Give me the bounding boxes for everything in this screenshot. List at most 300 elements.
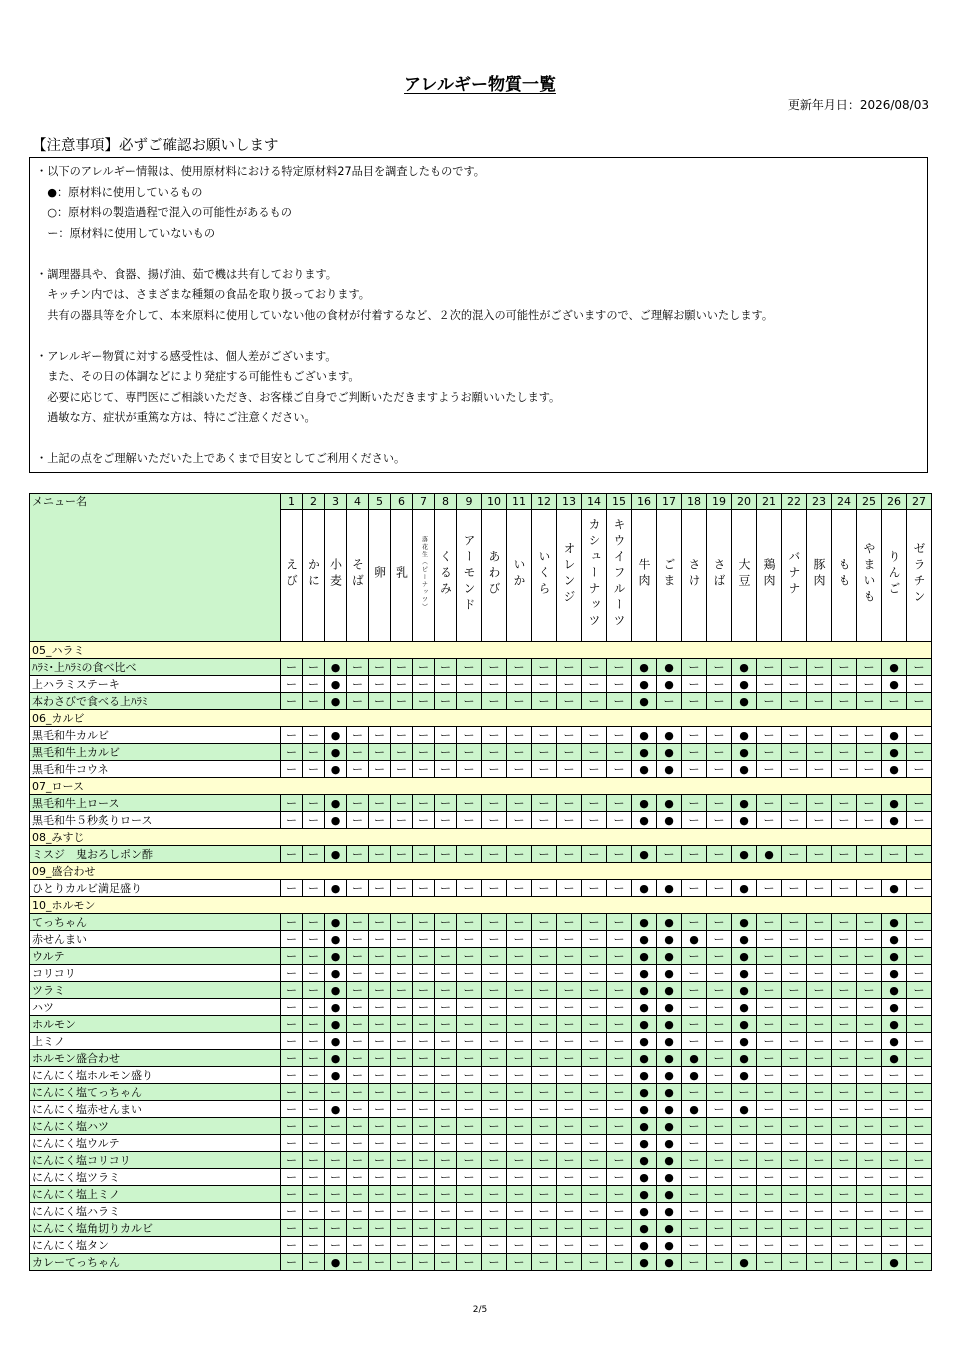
allergen-not-used-mark: ー — [435, 795, 457, 812]
allergen-not-used-mark: ー — [782, 846, 807, 863]
allergen-not-used-mark: ー — [757, 1016, 782, 1033]
allergen-not-used-mark: ー — [557, 761, 582, 778]
table-row — [30, 1101, 932, 1118]
allergen-not-used-mark: ー — [325, 1084, 347, 1101]
allergen-not-used-mark: ー — [682, 1152, 707, 1169]
allergen-used-mark: ● — [657, 1186, 682, 1203]
table-row — [30, 999, 932, 1016]
allergen-not-used-mark: ー — [607, 982, 632, 999]
allergen-not-used-mark: ー — [782, 1152, 807, 1169]
allergen-name-cell — [391, 510, 413, 642]
allergen-used-mark: ● — [632, 795, 657, 812]
allergen-name-cell — [782, 510, 807, 642]
menu-item-name: ひとりカルビ満足盛り — [30, 880, 281, 897]
allergen-not-used-mark: ー — [732, 1169, 757, 1186]
allergen-not-used-mark: ー — [369, 744, 391, 761]
allergen-not-used-mark: ー — [482, 1254, 507, 1271]
menu-item-name: 黒毛和牛カルビ — [30, 727, 281, 744]
allergen-not-used-mark: ー — [413, 846, 435, 863]
allergen-name: くるみ — [438, 549, 453, 598]
allergen-not-used-mark: ー — [532, 1118, 557, 1135]
allergen-not-used-mark: ー — [369, 914, 391, 931]
allergen-not-used-mark: ー — [532, 1135, 557, 1152]
allergen-not-used-mark: ー — [303, 931, 325, 948]
allergen-not-used-mark: ー — [757, 1186, 782, 1203]
allergen-not-used-mark: ー — [457, 1016, 482, 1033]
allergen-not-used-mark: ー — [369, 931, 391, 948]
table-row — [30, 982, 932, 999]
allergen-not-used-mark: ー — [413, 880, 435, 897]
allergen-not-used-mark: ー — [782, 1169, 807, 1186]
allergen-not-used-mark: ー — [807, 965, 832, 982]
allergen-not-used-mark: ー — [281, 812, 303, 829]
allergen-not-used-mark: ー — [413, 1033, 435, 1050]
allergen-number: 15 — [607, 494, 632, 510]
allergen-not-used-mark: ー — [413, 1169, 435, 1186]
allergen-not-used-mark: ー — [757, 880, 782, 897]
allergen-name: りんご — [887, 549, 901, 598]
allergen-used-mark: ● — [732, 948, 757, 965]
allergen-not-used-mark: ー — [682, 676, 707, 693]
allergen-not-used-mark: ー — [507, 1016, 532, 1033]
allergen-not-used-mark: ー — [281, 1203, 303, 1220]
allergen-not-used-mark: ー — [682, 1118, 707, 1135]
allergen-used-mark: ● — [882, 727, 907, 744]
allergen-not-used-mark: ー — [757, 1237, 782, 1254]
allergen-not-used-mark: ー — [607, 659, 632, 676]
allergen-not-used-mark: ー — [782, 1254, 807, 1271]
allergen-used-mark: ● — [882, 1050, 907, 1067]
allergen-not-used-mark: ー — [391, 676, 413, 693]
allergen-not-used-mark: ー — [435, 1220, 457, 1237]
allergen-not-used-mark: ー — [413, 1237, 435, 1254]
allergen-not-used-mark: ー — [607, 1101, 632, 1118]
table-row — [30, 965, 932, 982]
allergen-not-used-mark: ー — [682, 982, 707, 999]
allergen-not-used-mark: ー — [391, 1101, 413, 1118]
allergen-used-mark: ● — [325, 999, 347, 1016]
allergen-not-used-mark: ー — [807, 880, 832, 897]
allergen-not-used-mark: ー — [281, 1169, 303, 1186]
allergen-not-used-mark: ー — [682, 744, 707, 761]
allergen-not-used-mark: ー — [707, 1203, 732, 1220]
allergen-not-used-mark: ー — [707, 1237, 732, 1254]
allergen-not-used-mark: ー — [281, 795, 303, 812]
allergen-not-used-mark: ー — [757, 1050, 782, 1067]
allergen-name: キウイフルーツ — [612, 517, 626, 630]
allergen-not-used-mark: ー — [807, 812, 832, 829]
allergen-used-mark: ● — [632, 880, 657, 897]
allergen-not-used-mark: ー — [682, 1237, 707, 1254]
allergen-not-used-mark: ー — [391, 1033, 413, 1050]
allergen-not-used-mark: ー — [607, 914, 632, 931]
allergen-not-used-mark: ー — [532, 914, 557, 931]
allergen-not-used-mark: ー — [832, 1067, 857, 1084]
allergen-not-used-mark: ー — [347, 982, 369, 999]
allergen-name-cell — [557, 510, 582, 642]
allergen-not-used-mark: ー — [907, 744, 932, 761]
allergen-not-used-mark: ー — [303, 676, 325, 693]
allergen-not-used-mark: ー — [557, 744, 582, 761]
menu-item-name: ウルテ — [30, 948, 281, 965]
allergen-not-used-mark: ー — [281, 880, 303, 897]
allergen-not-used-mark: ー — [582, 965, 607, 982]
allergen-not-used-mark: ー — [303, 999, 325, 1016]
allergen-not-used-mark: ー — [281, 676, 303, 693]
allergen-not-used-mark: ー — [882, 1237, 907, 1254]
allergen-not-used-mark: ー — [582, 948, 607, 965]
allergen-not-used-mark: ー — [347, 914, 369, 931]
menu-item-name: にんにく塩ハラミ — [30, 1203, 281, 1220]
allergen-used-mark: ● — [657, 1169, 682, 1186]
allergen-not-used-mark: ー — [907, 761, 932, 778]
allergen-not-used-mark: ー — [391, 812, 413, 829]
allergen-not-used-mark: ー — [557, 693, 582, 710]
allergen-used-mark: ● — [732, 1067, 757, 1084]
allergen-not-used-mark: ー — [807, 1084, 832, 1101]
allergen-name: オレンジ — [562, 541, 576, 606]
allergen-not-used-mark: ー — [907, 1220, 932, 1237]
allergen-not-used-mark: ー — [807, 1254, 832, 1271]
allergen-not-used-mark: ー — [707, 914, 732, 931]
allergen-used-mark: ● — [325, 931, 347, 948]
allergen-used-mark: ● — [732, 1101, 757, 1118]
allergen-not-used-mark: ー — [557, 999, 582, 1016]
allergen-not-used-mark: ー — [757, 1135, 782, 1152]
allergen-number: 5 — [369, 494, 391, 510]
allergen-not-used-mark: ー — [507, 693, 532, 710]
allergen-not-used-mark: ー — [857, 1186, 882, 1203]
allergen-used-mark: ● — [632, 1101, 657, 1118]
allergen-not-used-mark: ー — [482, 948, 507, 965]
allergen-not-used-mark: ー — [857, 1016, 882, 1033]
allergen-not-used-mark: ー — [413, 1220, 435, 1237]
allergen-not-used-mark: ー — [347, 1169, 369, 1186]
allergen-not-used-mark: ー — [832, 846, 857, 863]
category-row — [30, 829, 932, 846]
allergen-number: 16 — [632, 494, 657, 510]
allergen-not-used-mark: ー — [707, 1067, 732, 1084]
allergen-used-mark: ● — [325, 1016, 347, 1033]
allergen-used-mark: ● — [882, 659, 907, 676]
allergen-used-mark: ● — [657, 931, 682, 948]
notice-box — [29, 157, 928, 473]
allergen-not-used-mark: ー — [582, 931, 607, 948]
allergen-not-used-mark: ー — [507, 676, 532, 693]
allergen-not-used-mark: ー — [707, 931, 732, 948]
allergen-name-cell — [732, 510, 757, 642]
allergen-not-used-mark: ー — [557, 1135, 582, 1152]
allergen-not-used-mark: ー — [807, 982, 832, 999]
allergen-not-used-mark: ー — [807, 1220, 832, 1237]
allergen-not-used-mark: ー — [907, 1016, 932, 1033]
allergen-name-cell — [807, 510, 832, 642]
allergen-not-used-mark: ー — [607, 1254, 632, 1271]
allergen-not-used-mark: ー — [369, 1254, 391, 1271]
allergen-not-used-mark: ー — [832, 1152, 857, 1169]
allergen-not-used-mark: ー — [507, 1237, 532, 1254]
allergen-not-used-mark: ー — [857, 1152, 882, 1169]
allergen-not-used-mark: ー — [607, 1033, 632, 1050]
allergen-not-used-mark: ー — [391, 1118, 413, 1135]
allergen-not-used-mark: ー — [457, 1186, 482, 1203]
allergen-not-used-mark: ー — [757, 965, 782, 982]
allergen-not-used-mark: ー — [757, 1101, 782, 1118]
allergen-not-used-mark: ー — [391, 659, 413, 676]
allergen-used-mark: ● — [882, 931, 907, 948]
allergen-not-used-mark: ー — [582, 1254, 607, 1271]
allergen-not-used-mark: ー — [607, 965, 632, 982]
allergen-not-used-mark: ー — [907, 846, 932, 863]
allergen-not-used-mark: ー — [857, 1067, 882, 1084]
category-label: 07_ロース — [30, 778, 932, 795]
allergen-not-used-mark: ー — [907, 1237, 932, 1254]
allergen-not-used-mark: ー — [707, 1135, 732, 1152]
allergen-used-mark: ● — [325, 1067, 347, 1084]
allergen-not-used-mark: ー — [413, 659, 435, 676]
allergen-used-mark: ● — [325, 761, 347, 778]
allergen-used-mark: ● — [325, 880, 347, 897]
allergen-not-used-mark: ー — [832, 1186, 857, 1203]
allergen-name-cell — [757, 510, 782, 642]
allergen-not-used-mark: ー — [782, 1050, 807, 1067]
allergen-name: 小麦 — [328, 557, 343, 590]
allergen-not-used-mark: ー — [457, 795, 482, 812]
allergen-not-used-mark: ー — [907, 1186, 932, 1203]
allergen-not-used-mark: ー — [682, 659, 707, 676]
allergen-not-used-mark: ー — [607, 744, 632, 761]
allergen-name: そば — [350, 557, 365, 590]
allergen-not-used-mark: ー — [413, 795, 435, 812]
allergen-not-used-mark: ー — [457, 880, 482, 897]
table-row — [30, 1016, 932, 1033]
allergen-not-used-mark: ー — [757, 659, 782, 676]
allergen-not-used-mark: ー — [435, 1084, 457, 1101]
allergen-not-used-mark: ー — [857, 965, 882, 982]
allergen-not-used-mark: ー — [757, 1220, 782, 1237]
allergen-not-used-mark: ー — [907, 1135, 932, 1152]
allergen-not-used-mark: ー — [457, 1050, 482, 1067]
allergen-not-used-mark: ー — [325, 1118, 347, 1135]
allergen-not-used-mark: ー — [369, 1118, 391, 1135]
allergen-not-used-mark: ー — [782, 744, 807, 761]
allergen-not-used-mark: ー — [682, 1033, 707, 1050]
allergen-used-mark: ● — [657, 744, 682, 761]
allergen-used-mark: ● — [325, 659, 347, 676]
allergen-not-used-mark: ー — [457, 1033, 482, 1050]
allergen-not-used-mark: ー — [607, 812, 632, 829]
allergen-not-used-mark: ー — [482, 914, 507, 931]
allergen-used-mark: ● — [882, 761, 907, 778]
allergen-not-used-mark: ー — [347, 1203, 369, 1220]
allergen-number: 4 — [347, 494, 369, 510]
allergen-not-used-mark: ー — [532, 948, 557, 965]
allergen-not-used-mark: ー — [807, 1169, 832, 1186]
allergen-not-used-mark: ー — [413, 965, 435, 982]
allergen-not-used-mark: ー — [303, 1118, 325, 1135]
allergen-number: 21 — [757, 494, 782, 510]
allergen-used-mark: ● — [657, 1118, 682, 1135]
allergen-not-used-mark: ー — [607, 1169, 632, 1186]
allergen-number: 17 — [657, 494, 682, 510]
allergen-not-used-mark: ー — [732, 1135, 757, 1152]
allergen-not-used-mark: ー — [807, 846, 832, 863]
allergen-not-used-mark: ー — [707, 1254, 732, 1271]
allergen-not-used-mark: ー — [281, 948, 303, 965]
allergen-not-used-mark: ー — [482, 1186, 507, 1203]
allergen-not-used-mark: ー — [413, 812, 435, 829]
allergen-used-mark: ● — [732, 659, 757, 676]
allergen-not-used-mark: ー — [281, 1237, 303, 1254]
menu-item-name: ﾊﾗﾐ･上ﾊﾗﾐの食べ比べ — [30, 659, 281, 676]
allergen-not-used-mark: ー — [857, 846, 882, 863]
allergen-not-used-mark: ー — [607, 676, 632, 693]
allergen-not-used-mark: ー — [832, 761, 857, 778]
category-label: 05_ハラミ — [30, 642, 932, 659]
allergen-not-used-mark: ー — [807, 659, 832, 676]
allergen-not-used-mark: ー — [369, 1237, 391, 1254]
allergen-used-mark: ● — [732, 914, 757, 931]
allergen-not-used-mark: ー — [557, 965, 582, 982]
allergen-used-mark: ● — [682, 1050, 707, 1067]
allergen-not-used-mark: ー — [457, 982, 482, 999]
allergen-used-mark: ● — [732, 1016, 757, 1033]
allergen-name: 豚肉 — [812, 557, 826, 590]
allergen-not-used-mark: ー — [682, 761, 707, 778]
allergen-not-used-mark: ー — [707, 1050, 732, 1067]
allergen-not-used-mark: ー — [532, 1016, 557, 1033]
allergen-not-used-mark: ー — [532, 931, 557, 948]
allergen-not-used-mark: ー — [857, 1203, 882, 1220]
allergen-name: あわび — [487, 549, 501, 598]
allergen-not-used-mark: ー — [907, 999, 932, 1016]
allergen-name-cell — [707, 510, 732, 642]
allergen-not-used-mark: ー — [607, 1067, 632, 1084]
allergen-used-mark: ● — [632, 1169, 657, 1186]
allergen-not-used-mark: ー — [369, 846, 391, 863]
allergen-name: ごま — [662, 557, 676, 590]
notice-heading: 【注意事項】必ずご確認お願いします — [32, 138, 279, 154]
allergen-not-used-mark: ー — [782, 1101, 807, 1118]
table-row — [30, 1067, 932, 1084]
allergen-not-used-mark: ー — [532, 1169, 557, 1186]
allergen-not-used-mark: ー — [435, 965, 457, 982]
allergen-not-used-mark: ー — [557, 1203, 582, 1220]
allergen-not-used-mark: ー — [757, 948, 782, 965]
allergen-not-used-mark: ー — [303, 693, 325, 710]
allergen-not-used-mark: ー — [532, 795, 557, 812]
allergen-used-mark: ● — [632, 1254, 657, 1271]
allergen-used-mark: ● — [325, 914, 347, 931]
table-row — [30, 1169, 932, 1186]
allergen-not-used-mark: ー — [832, 1220, 857, 1237]
allergen-not-used-mark: ー — [907, 1254, 932, 1271]
allergen-not-used-mark: ー — [435, 914, 457, 931]
allergen-name-cell — [607, 510, 632, 642]
allergen-name-cell — [832, 510, 857, 642]
allergen-name: いか — [512, 557, 526, 590]
allergen-not-used-mark: ー — [457, 846, 482, 863]
allergen-not-used-mark: ー — [482, 744, 507, 761]
allergen-not-used-mark: ー — [482, 659, 507, 676]
allergen-not-used-mark: ー — [532, 1033, 557, 1050]
allergen-not-used-mark: ー — [557, 1220, 582, 1237]
allergen-not-used-mark: ー — [413, 999, 435, 1016]
allergen-not-used-mark: ー — [507, 795, 532, 812]
allergen-not-used-mark: ー — [832, 1033, 857, 1050]
allergen-not-used-mark: ー — [857, 795, 882, 812]
allergen-not-used-mark: ー — [281, 982, 303, 999]
allergen-not-used-mark: ー — [757, 982, 782, 999]
allergen-not-used-mark: ー — [347, 931, 369, 948]
allergen-used-mark: ● — [632, 1050, 657, 1067]
allergen-not-used-mark: ー — [457, 744, 482, 761]
allergen-not-used-mark: ー — [435, 727, 457, 744]
allergen-not-used-mark: ー — [857, 693, 882, 710]
allergen-not-used-mark: ー — [507, 999, 532, 1016]
table-row — [30, 914, 932, 931]
allergen-not-used-mark: ー — [757, 1254, 782, 1271]
allergen-not-used-mark: ー — [782, 914, 807, 931]
notice-line: ・上記の点をご理解いただいた上であくまで目安としてご利用ください。 — [36, 452, 406, 465]
allergen-not-used-mark: ー — [682, 1016, 707, 1033]
allergen-not-used-mark: ー — [682, 812, 707, 829]
allergen-name: いくら — [537, 549, 551, 598]
allergen-not-used-mark: ー — [369, 1101, 391, 1118]
allergen-not-used-mark: ー — [582, 846, 607, 863]
allergen-not-used-mark: ー — [907, 914, 932, 931]
allergen-not-used-mark: ー — [757, 1118, 782, 1135]
allergen-not-used-mark: ー — [507, 1254, 532, 1271]
allergen-used-mark: ● — [632, 1118, 657, 1135]
allergen-not-used-mark: ー — [482, 676, 507, 693]
allergen-not-used-mark: ー — [369, 1152, 391, 1169]
allergen-not-used-mark: ー — [582, 761, 607, 778]
allergen-not-used-mark: ー — [369, 1033, 391, 1050]
table-row — [30, 744, 932, 761]
allergen-not-used-mark: ー — [303, 1101, 325, 1118]
allergen-not-used-mark: ー — [707, 1101, 732, 1118]
allergen-not-used-mark: ー — [757, 999, 782, 1016]
allergen-not-used-mark: ー — [507, 761, 532, 778]
allergen-not-used-mark: ー — [782, 1033, 807, 1050]
allergen-used-mark: ● — [325, 965, 347, 982]
allergen-not-used-mark: ー — [557, 1033, 582, 1050]
allergen-not-used-mark: ー — [907, 1152, 932, 1169]
allergen-not-used-mark: ー — [325, 1152, 347, 1169]
allergen-not-used-mark: ー — [303, 948, 325, 965]
allergen-not-used-mark: ー — [413, 1084, 435, 1101]
allergen-not-used-mark: ー — [347, 1220, 369, 1237]
allergen-name-cell — [582, 510, 607, 642]
allergen-used-mark: ● — [882, 965, 907, 982]
allergen-not-used-mark: ー — [482, 1203, 507, 1220]
allergen-not-used-mark: ー — [325, 1237, 347, 1254]
allergen-not-used-mark: ー — [707, 659, 732, 676]
allergen-not-used-mark: ー — [532, 676, 557, 693]
allergen-not-used-mark: ー — [682, 1203, 707, 1220]
allergen-not-used-mark: ー — [557, 931, 582, 948]
allergen-not-used-mark: ー — [857, 982, 882, 999]
allergen-not-used-mark: ー — [507, 948, 532, 965]
allergen-not-used-mark: ー — [507, 880, 532, 897]
notice-line: ○：原材料の製造過程で混入の可能性があるもの — [36, 206, 292, 219]
allergen-not-used-mark: ー — [582, 880, 607, 897]
allergen-not-used-mark: ー — [303, 1033, 325, 1050]
allergen-not-used-mark: ー — [369, 1203, 391, 1220]
allergen-not-used-mark: ー — [907, 676, 932, 693]
allergen-not-used-mark: ー — [707, 982, 732, 999]
